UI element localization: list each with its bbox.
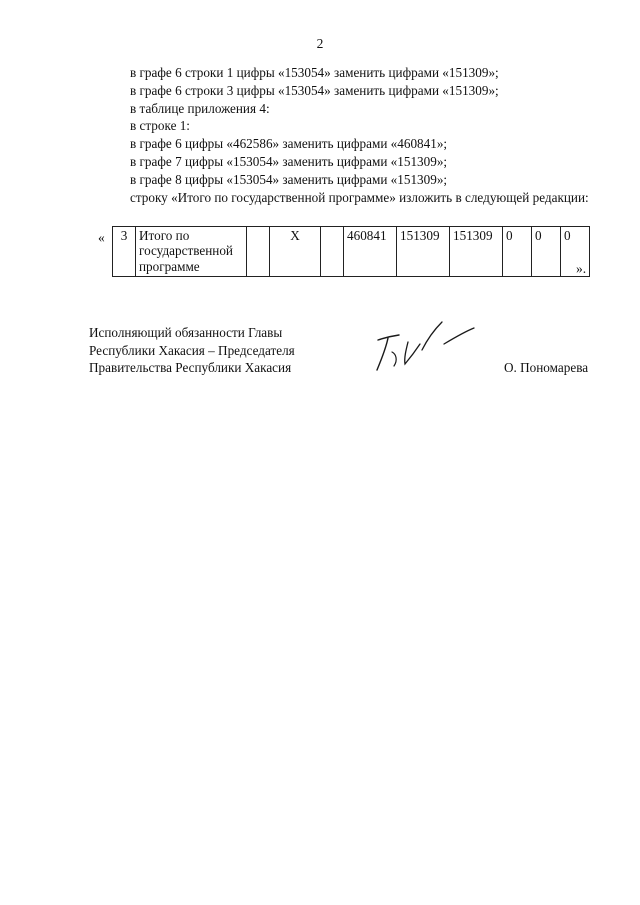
signatory-title-line-1: Исполняющий обязанности Главы [89, 325, 283, 340]
paragraph-7: в графе 8 цифры «153054» заменить цифрами «151309»; [130, 171, 448, 187]
signatory-title [89, 324, 295, 377]
cell-value-3: 151309 [450, 227, 503, 277]
signatory-title-line-2: Республики Хакасия – Председателя [89, 342, 295, 358]
paragraph-8: строку «Итого по государственной программе» изложить в следующей редакции: [130, 189, 589, 205]
cell-value-2: 151309 [397, 227, 450, 277]
cell-zero-3: 0 [561, 227, 590, 277]
cell-zero-1: 0 [503, 227, 532, 277]
table-open-quote: « [98, 230, 105, 245]
signatory-title-line-3: Правительства Республики Хакасия [89, 360, 292, 376]
cell-zero-2: 0 [532, 227, 561, 277]
cell-value-1: 460841 [344, 227, 397, 277]
table-close-quote: ». [576, 261, 587, 276]
cell-name: Итого по государственной программе [136, 227, 247, 277]
cell-empty-1 [247, 227, 270, 277]
table-row [113, 227, 590, 277]
page-number: 2 [316, 36, 324, 51]
amendment-table-block [92, 226, 602, 278]
paragraph-4: в строке 1: [130, 118, 190, 134]
cell-number: 3 [113, 227, 136, 277]
signatory-name: О. Пономарева [504, 360, 589, 375]
amendment-table [112, 226, 590, 277]
paragraph-6: в графе 7 цифры «153054» заменить цифрами «151309»; [130, 153, 448, 169]
paragraph-5: в графе 6 цифры «462586» заменить цифрами «460841»; [130, 136, 448, 152]
paragraph-1: в графе 6 строки 1 цифры «153054» заменить цифрами «151309»; [130, 65, 499, 80]
handwritten-signature-icon [372, 318, 482, 380]
amendment-text [89, 64, 597, 206]
cell-empty-2 [321, 227, 344, 277]
paragraph-2: в графе 6 строки 3 цифры «153054» заменить цифрами «151309»; [130, 82, 499, 98]
paragraph-3: в таблице приложения 4: [130, 100, 270, 116]
cell-x: Х [270, 227, 321, 277]
